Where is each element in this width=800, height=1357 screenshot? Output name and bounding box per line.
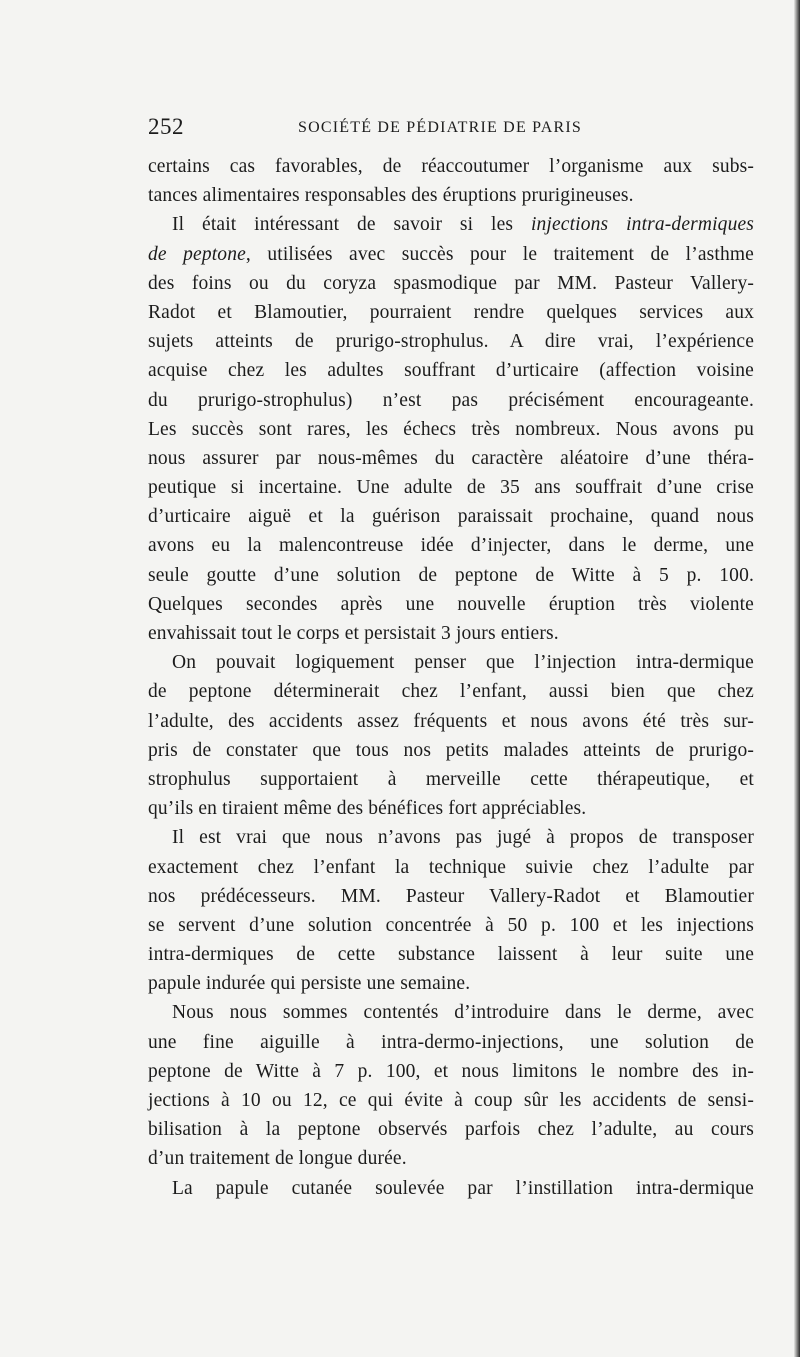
text-line: Il est vrai que nous n’avons pas jugé à propos de transposer — [172, 827, 754, 849]
italic-text: de peptone — [148, 243, 246, 265]
text-line: se servent d’une solution concentrée à 50 p. 100 et les injections — [148, 914, 754, 936]
text-line: qu’ils en tiraient même des bénéfices fort appréciables. — [148, 798, 587, 820]
page-edge-shadow — [794, 0, 800, 1357]
text-line: Radot et Blamoutier, pourraient rendre quelques services aux — [148, 301, 754, 323]
text-line: On pouvait logiquement penser que l’injection intra-dermique — [172, 652, 754, 674]
text-line: peutique si incertaine. Une adulte de 35 ans souffrait d’une crise — [148, 477, 754, 499]
text-line: Les succès sont rares, les échecs très nombreux. Nous avons pu — [148, 418, 754, 440]
text-line: certains cas favorables, de réaccoutumer l’organisme aux subs- — [148, 156, 754, 177]
text-line: pris de constater que tous nos petits malades atteints de prurigo- — [148, 739, 754, 761]
body-text — [148, 152, 754, 1203]
text-line: La papule cutanée soulevée par l’instillation intra-dermique — [172, 1177, 754, 1199]
text-line: envahissait tout le corps et persistait 3 jours entiers. — [148, 623, 559, 644]
text-line: exactement chez l’enfant la technique suivie chez l’adulte par — [148, 856, 754, 878]
page-number: 252 — [148, 114, 184, 139]
text-line: Quelques secondes après une nouvelle éruption très violente — [148, 593, 754, 615]
text-line: nous assurer par nous-mêmes du caractère aléatoire d’une théra- — [148, 447, 754, 469]
text-line: intra-dermiques de cette substance laissent à leur suite une — [148, 944, 754, 966]
text-line: de peptone déterminerait chez l’enfant, aussi bien que chez — [148, 681, 754, 703]
text-line: peptone de Witte à 7 p. 100, et nous limitons le nombre des in- — [148, 1060, 754, 1082]
text-segment: , utilisées avec succès pour le traitement de l’asthme — [245, 243, 754, 265]
text-line: d’un traitement de longue durée. — [148, 1148, 407, 1170]
page-header — [148, 112, 754, 148]
text-line: des foins ou du coryza spasmodique par MM. Pasteur Vallery- — [148, 272, 754, 294]
text-line: l’adulte, des accidents assez fréquents et nous avons été très sur- — [148, 710, 754, 732]
text-line — [148, 210, 754, 239]
text-line: avons eu la malencontreuse idée d’injecter, dans le derme, une — [148, 535, 754, 557]
running-head: SOCIÉTÉ DE PÉDIATRIE DE PARIS — [298, 119, 582, 136]
text-line: tances alimentaires responsables des éruptions prurigineuses. — [148, 185, 634, 207]
text-line: strophulus supportaient à merveille cette thérapeutique, et — [148, 768, 754, 790]
text-segment: Il était intéressant de savoir si les — [172, 214, 531, 236]
text-line: papule indurée qui persiste une semaine. — [148, 973, 471, 995]
text-line: bilisation à la peptone observés parfois chez l’adulte, au cours — [148, 1119, 754, 1141]
text-line: sujets atteints de prurigo-strophulus. A dire vrai, l’expérience — [148, 331, 754, 353]
text-line: jections à 10 ou 12, ce qui évite à coup sûr les accidents de sensi- — [148, 1090, 754, 1111]
text-line: une fine aiguille à intra-dermo-injections, une solution de — [148, 1031, 754, 1053]
text-line — [148, 240, 754, 269]
text-line: nos prédécesseurs. MM. Pasteur Vallery-Radot et Blamoutier — [148, 885, 754, 907]
text-line: acquise chez les adultes souffrant d’urticaire (affection voisine — [148, 360, 754, 382]
italic-text: injections intra-dermiques — [530, 214, 755, 236]
text-line: Nous nous sommes contentés d’introduire dans le derme, avec — [172, 1002, 754, 1024]
text-line: seule goutte d’une solution de peptone de Witte à 5 p. 100. — [148, 564, 754, 586]
text-line: du prurigo-strophulus) n’est pas précisément encourageante. — [148, 389, 754, 411]
text-line: d’urticaire aiguë et la guérison paraissait prochaine, quand nous — [148, 506, 754, 528]
